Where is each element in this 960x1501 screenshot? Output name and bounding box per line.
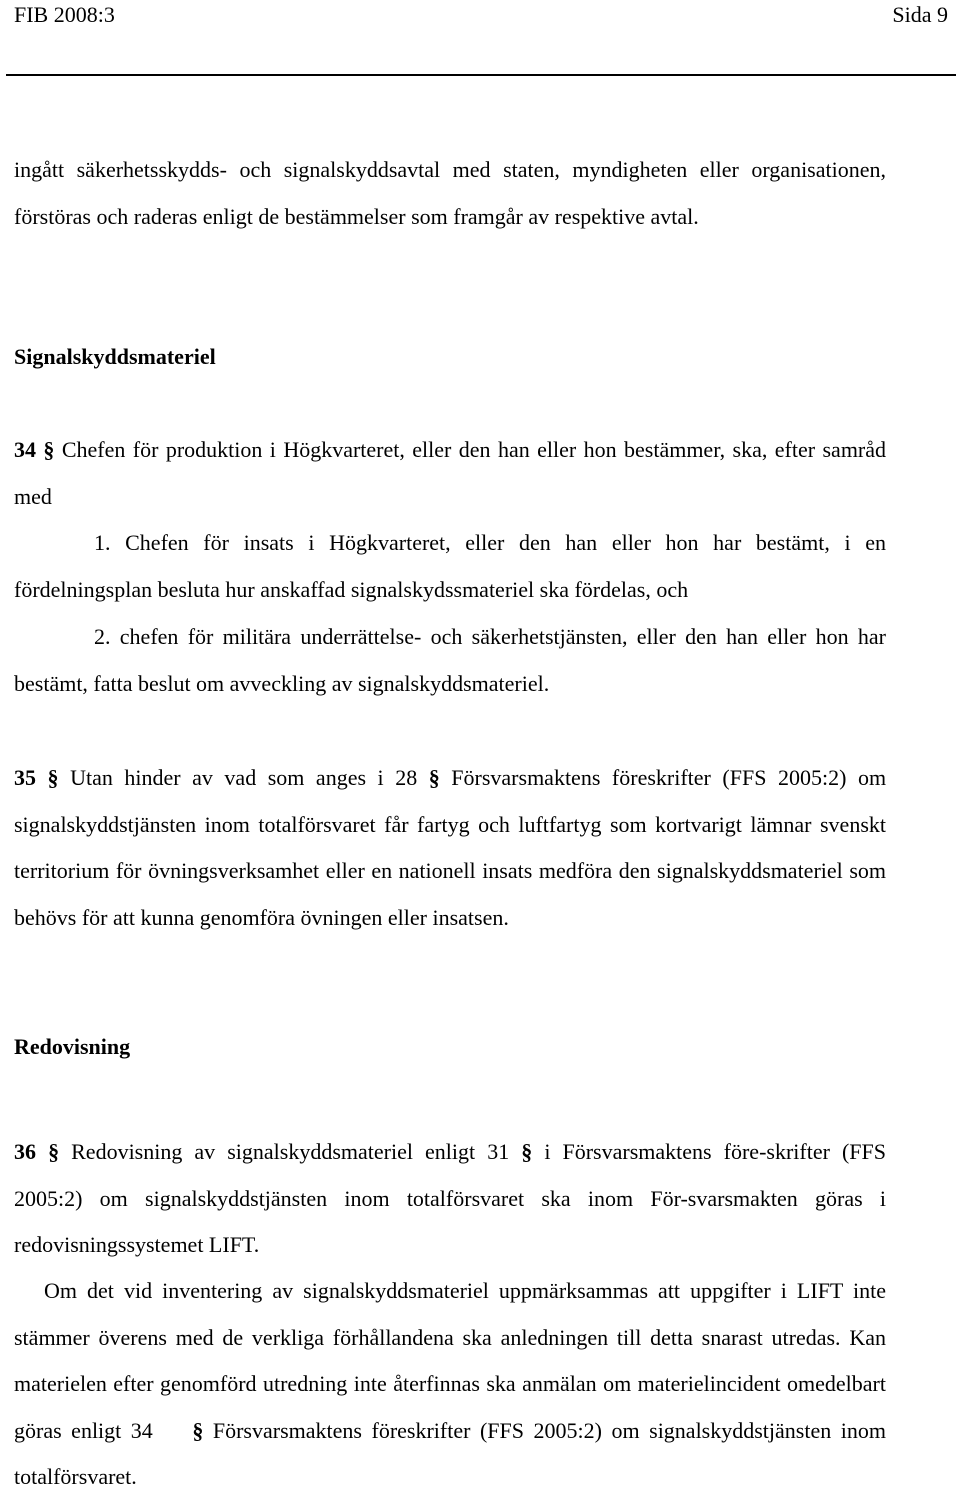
paragraph-36 (14, 1129, 886, 1269)
list-item: 2. chefen för militära underrättelse- och säkerhetstjänsten, eller den han eller hon har bestämt, fatta beslut om avveckling av signalskyddsmateriel. (14, 624, 886, 696)
paragraph-35 (14, 755, 886, 941)
heading-redovisning: Redovisning (14, 1034, 131, 1059)
paragraph-34 (14, 427, 886, 520)
paragraph-text: Försvarsmaktens föreskrifter (FFS 2005:2) om signalskyddstjänsten inom totalförsvaret får fartyg och luftfartyg som kortvarigt lämnar svenskt territorium för övningsverksamhet eller en nationell insats medföra den signalskyddsmateriel som behövs för att kunna genomföra övningen eller insatsen. (14, 765, 887, 930)
section-sign-icon: § (43, 437, 55, 462)
header-rule (6, 74, 956, 76)
paragraph-number: 34 (14, 437, 36, 462)
section-sign-icon: § (48, 1139, 60, 1164)
paragraph-number: 36 (14, 1139, 36, 1164)
section-sign-icon: § (47, 765, 59, 790)
paragraph-text: Redovisning av signalskyddsmateriel enligt 31 (71, 1139, 510, 1164)
paragraph-36-continued (14, 1268, 886, 1501)
paragraph-text: Chefen för produktion i Högkvarteret, eller den han eller hon bestämmer, ska, efter samråd med (14, 437, 887, 509)
paragraph-number: 35 (14, 765, 36, 790)
paragraph-text: Försvarsmaktens föreskrifter (FFS 2005:2) om signalskyddstjänsten inom totalförsvaret. (14, 1417, 886, 1489)
section-sign-icon: § (428, 765, 440, 790)
document-id: FIB 2008:3 (14, 2, 115, 27)
paragraph-text: Om det vid inventering av signalskyddsmateriel uppmärksammas att uppgifter i LIFT inte stämmer överens med de verkliga förhållandena ska anledningen till detta snarast utredas. Kan materielen efter genomförd utredning inte återfinnas ska anmälan om materielincident omedelbart göras enligt 34 (14, 1278, 886, 1443)
page-number: Sida 9 (892, 2, 948, 27)
heading-signalskyddsmateriel: Signalskyddsmateriel (14, 344, 216, 369)
intro-paragraph: ingått säkerhetsskydds- och signalskyddsavtal med staten, myndigheten eller organisationen, förstöras och raderas enligt de bestämmelser som framgår av respektive avtal. (14, 157, 886, 229)
list-item: 1. Chefen för insats i Högkvarteret, eller den han eller hon har bestämt, i en fördelningsplan besluta hur anskaffad signalskydssmateriel ska fördelas, och (14, 530, 886, 602)
section-sign-icon: § (192, 1417, 204, 1443)
paragraph-text: i Försvarsmaktens före-skrifter (FFS 2005:2) om signalskyddstjänsten inom totalförsvaret ska inom För-svarsmakten göras i redovisningssystemet LIFT. (14, 1139, 887, 1257)
paragraph-text: Utan hinder av vad som anges i 28 (70, 765, 418, 790)
page-header (14, 0, 948, 36)
section-sign-icon: § (521, 1139, 533, 1164)
